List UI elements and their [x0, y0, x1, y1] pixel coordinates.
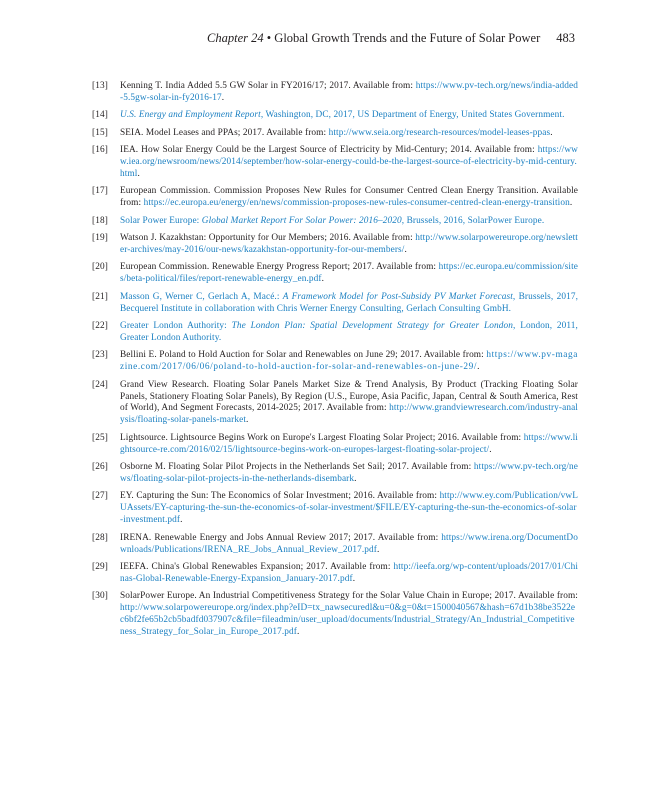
reference-number: [21]	[92, 291, 108, 302]
reference-link[interactable]: https://ec.europa.eu/commission/sites/beta-political/files/report-renewable-energy_en.pdf	[120, 262, 578, 285]
reference-item	[92, 292, 578, 316]
reference-item	[92, 321, 578, 345]
reference-number: [15]	[92, 127, 108, 138]
reference-number: [30]	[92, 591, 108, 602]
reference-number: [24]	[92, 379, 108, 390]
reference-number: [26]	[92, 462, 108, 473]
reference-text: Grand View Research. Floating Solar Panels Market Size & Trend Analysis, By Product (Tracking Floating Solar Panels, Stationery Floating Solar Panels), By Region (U.S., Europe, Asia Pacific, Japan, Central & South America, Rest of World), And Segment Forecasts, 2014-2025; 2017. Available from:	[120, 379, 578, 414]
reference-title[interactable]: Global Market Report For Solar Power: 2016–2020	[201, 215, 402, 226]
reference-text: EY. Capturing the Sun: The Economics of Solar Investment; 2016. Available from:	[120, 491, 440, 502]
reference-text: Kenning T. India Added 5.5 GW Solar in FY2016/17; 2017. Available from:	[120, 81, 416, 91]
reference-text[interactable]: , London, 2011, Greater London Authority.	[120, 321, 578, 343]
reference-item: [30] SolarPower Europe. An Industrial Competitiveness Strategy for the Solar Value Chain in Europe; 2017. Available from: http://www.solarpowereurope.org/index.php?eID=tx_nawsecuredl&u=0&g=0&t=1500040567&hash=67d1b38be3522ec6bf2fe65b2cb5badfd037907c&file=fileadmin/user_upload/documents/Industrial_Strategy/An_Industrial_Competitiveness_Strategy_for_Solar_in_Europe_2017.pdf.	[92, 591, 578, 637]
reference-item: [26] Osborne M. Floating Solar Pilot Projects in the Netherlands Set Sail; 2017. Available from: https://www.pv-tech.org/news/floating-solar-pilot-projects-in-the-netherlands-disembark.	[92, 462, 578, 484]
reference-text[interactable]: Masson G, Werner C, Gerlach A, Macé.:	[120, 291, 283, 302]
reference-link[interactable]: http://ieefa.org/wp-content/uploads/2017/01/Chinas-Global-Renewable-Energy-Expansion_January-2017.pdf	[120, 561, 578, 584]
reference-number: [14]	[92, 110, 108, 121]
reference-link[interactable]: http://www.seia.org/research-resources/model-leases-ppas	[328, 127, 551, 138]
reference-link[interactable]: https://www.iea.org/newsroom/news/2014/september/how-solar-energy-could-be-the-largest-source-of-electricity-by-mid-century.html	[120, 145, 578, 179]
reference-item: [28] IRENA. Renewable Energy and Jobs Annual Review 2017; 2017. Available from: https://www.irena.org/DocumentDownloads/Publications/IRENA_RE_Jobs_Annual_Review_2017.pdf.	[92, 532, 578, 555]
reference-link[interactable]: https://www.pv-tech.org/news/india-added-5.5gw-solar-in-fy2016-17	[120, 81, 578, 103]
reference-text[interactable]: Solar Power Europe:	[120, 215, 202, 226]
reference-item	[92, 216, 578, 228]
reference-number: [17]	[92, 186, 108, 197]
reference-title[interactable]: A Framework Model for Post-Subsidy PV Market Forecast	[282, 291, 513, 302]
reference-link[interactable]: https://ec.europa.eu/energy/en/news/commission-proposes-new-rules-consumer-centred-clean-energy-transition	[143, 198, 570, 209]
header-bullet: •	[263, 31, 275, 45]
reference-text[interactable]: Greater London Authority:	[120, 321, 232, 331]
reference-text: SolarPower Europe. An Industrial Competitiveness Strategy for the Solar Value Chain in Europe; 2017. Available from:	[120, 591, 578, 602]
reference-item	[92, 110, 578, 122]
reference-item: [17] European Commission. Commission Proposes New Rules for Consumer Centred Clean Energy Transition. Available from: https://ec.europa.eu/energy/en/news/commission-proposes-new-rules-consumer-centred-clean-energy-transition.	[92, 186, 578, 209]
reference-link[interactable]: http://www.grandviewresearch.com/industry-analysis/floating-solar-panels-market	[120, 403, 578, 426]
reference-text: Bellini E. Poland to Hold Auction for Solar and Renewables on June 29; 2017. Available from:	[120, 350, 487, 361]
reference-text: Lightsource. Lightsource Begins Work on Europe's Largest Floating Solar Project; 2016. Available from:	[120, 432, 524, 443]
reference-number: [13]	[92, 81, 108, 91]
reference-number: [19]	[92, 233, 108, 244]
reference-text: Watson J. Kazakhstan: Opportunity for Our Members; 2016. Available from:	[120, 233, 416, 244]
reference-item: [27] EY. Capturing the Sun: The Economics of Solar Investment; 2016. Available from: http://www.ey.com/Publication/vwLUAssets/EY-capturing-the-sun-the-economics-of-solar-investment/$FILE/EY-capturing-the-sun-the-economics-of-solar-investment.pdf.	[92, 491, 578, 526]
reference-text: IEA. How Solar Energy Could be the Largest Source of Electricity by Mid-Century; 2014. Available from:	[120, 145, 538, 156]
reference-item: [15] SEIA. Model Leases and PPAs; 2017. Available from: http://www.seia.org/research-resources/model-leases-ppas.	[92, 127, 553, 138]
reference-link[interactable]: http://www.ey.com/Publication/vwLUAssets/EY-capturing-the-sun-the-economics-of-solar-investment/$FILE/EY-capturing-the-sun-the-economics-of-solar-investment.pdf	[120, 491, 578, 526]
reference-item: [25] Lightsource. Lightsource Begins Work on Europe's Largest Floating Solar Project; 2016. Available from: https://www.lightsource-re.com/2016/02/15/lightsource-begins-work-on-europes-largest-floating-solar-project/.	[92, 432, 578, 455]
running-header	[0, 30, 575, 46]
reference-text: European Commission. Commission Proposes New Rules for Consumer Centred Clean Energy Transition. Available from:	[120, 186, 578, 209]
reference-text: Osborne M. Floating Solar Pilot Projects in the Netherlands Set Sail; 2017. Available from:	[120, 462, 474, 473]
reference-item: [29] IEEFA. China's Global Renewables Expansion; 2017. Available from: http://ieefa.org/wp-content/uploads/2017/01/Chinas-Global-Renewable-Energy-Expansion_January-2017.pdf.	[92, 561, 578, 584]
reference-text: SEIA. Model Leases and PPAs; 2017. Available from:	[120, 127, 329, 138]
reference-text: IEEFA. China's Global Renewables Expansion; 2017. Available from:	[120, 561, 394, 572]
reference-number: [22]	[92, 321, 108, 331]
reference-link[interactable]: https://www.lightsource-re.com/2016/02/15/lightsource-begins-work-on-europes-largest-floating-solar-project/	[120, 432, 578, 455]
reference-number: [23]	[92, 350, 108, 361]
reference-text: European Commission. Renewable Energy Progress Report; 2017. Available from:	[120, 262, 439, 273]
chapter-label: Chapter 24	[207, 31, 264, 45]
reference-title[interactable]: U.S. Energy and Employment Report	[120, 110, 261, 121]
reference-text[interactable]: , Brussels, 2017, Becquerel Institute in collaboration with Chris Werner Energy Consulting, Gerlach Consulting GmbH.	[120, 291, 578, 314]
reference-number: [27]	[92, 491, 108, 502]
page-number: 483	[556, 31, 575, 45]
reference-text[interactable]: , Brussels, 2016, SolarPower Europe.	[401, 215, 545, 226]
reference-item: [16] IEA. How Solar Energy Could be the Largest Source of Electricity by Mid-Century; 2014. Available from: https://www.iea.org/newsroom/news/2014/september/how-solar-energy-could-be-the-largest-source-of-electricity-by-mid-century.html.	[92, 145, 578, 179]
reference-link[interactable]: https://www.irena.org/DocumentDownloads/Publications/IRENA_RE_Jobs_Annual_Review_2017.pdf	[120, 532, 578, 555]
chapter-title: Global Growth Trends and the Future of Solar Power	[274, 31, 541, 45]
reference-number: [28]	[92, 532, 108, 543]
reference-number: [29]	[92, 561, 108, 572]
reference-item: [23] Bellini E. Poland to Hold Auction for Solar and Renewables on June 29; 2017. Available from: https://www.pv-magazine.com/2017/06/06/poland-to-hold-auction-for-solar-and-renewables-on-june-29/.	[92, 350, 578, 373]
reference-link[interactable]: http://www.solarpowereurope.org/index.php?eID=tx_nawsecuredl&u=0&g=0&t=1500040567&hash=67d1b38be3522ec6bf2fe65b2cb5badfd037907c&file=fileadmin/user_upload/documents/Industrial_Strategy/An_Industrial_Competitiveness_Strategy_for_Solar_in_Europe_2017.pdf	[120, 603, 576, 637]
reference-text[interactable]: , Washington, DC, 2017, US Department of Energy, United States Government.	[260, 110, 565, 121]
reference-item: [24] Grand View Research. Floating Solar Panels Market Size & Trend Analysis, By Product (Tracking Floating Solar Panels, Stationery Floating Solar Panels), By Region (U.S., Europe, Asia Pacific, Japan, Central & South America, Rest of World), And Segment Forecasts, 2014-2025; 2017. Available from: http://www.grandviewresearch.com/industry-analysis/floating-solar-panels-market.	[92, 379, 578, 426]
reference-link[interactable]: http://www.solarpowereurope.org/newsletter-archives/may-2016/our-news/kazakhstan-opportunity-for-our-members/	[120, 233, 578, 255]
reference-list	[92, 81, 578, 644]
reference-number: [18]	[92, 215, 108, 226]
reference-title[interactable]: The London Plan: Spatial Development Strategy for Greater London	[231, 321, 514, 331]
reference-text: IRENA. Renewable Energy and Jobs Annual Review 2017; 2017. Available from:	[120, 532, 442, 543]
reference-item: [20] European Commission. Renewable Energy Progress Report; 2017. Available from: https://ec.europa.eu/commission/sites/beta-political/files/report-renewable-energy_en.pdf.	[92, 262, 578, 285]
reference-item: [13] Kenning T. India Added 5.5 GW Solar in FY2016/17; 2017. Available from: https://www.pv-tech.org/news/india-added-5.5gw-solar-in-fy2016-17.	[92, 81, 578, 103]
reference-number: [20]	[92, 262, 108, 273]
reference-item: [19] Watson J. Kazakhstan: Opportunity for Our Members; 2016. Available from: http://www.solarpowereurope.org/newsletter-archives/may-2016/our-news/kazakhstan-opportunity-for-our-members/.	[92, 233, 578, 255]
reference-link[interactable]: https://www.pv-magazine.com/2017/06/06/poland-to-hold-auction-for-solar-and-renewables-on-june-29/	[120, 350, 578, 373]
reference-number: [16]	[92, 145, 108, 156]
reference-link[interactable]: https://www.pv-tech.org/news/floating-solar-pilot-projects-in-the-netherlands-disembark	[120, 462, 578, 484]
reference-number: [25]	[92, 432, 108, 443]
